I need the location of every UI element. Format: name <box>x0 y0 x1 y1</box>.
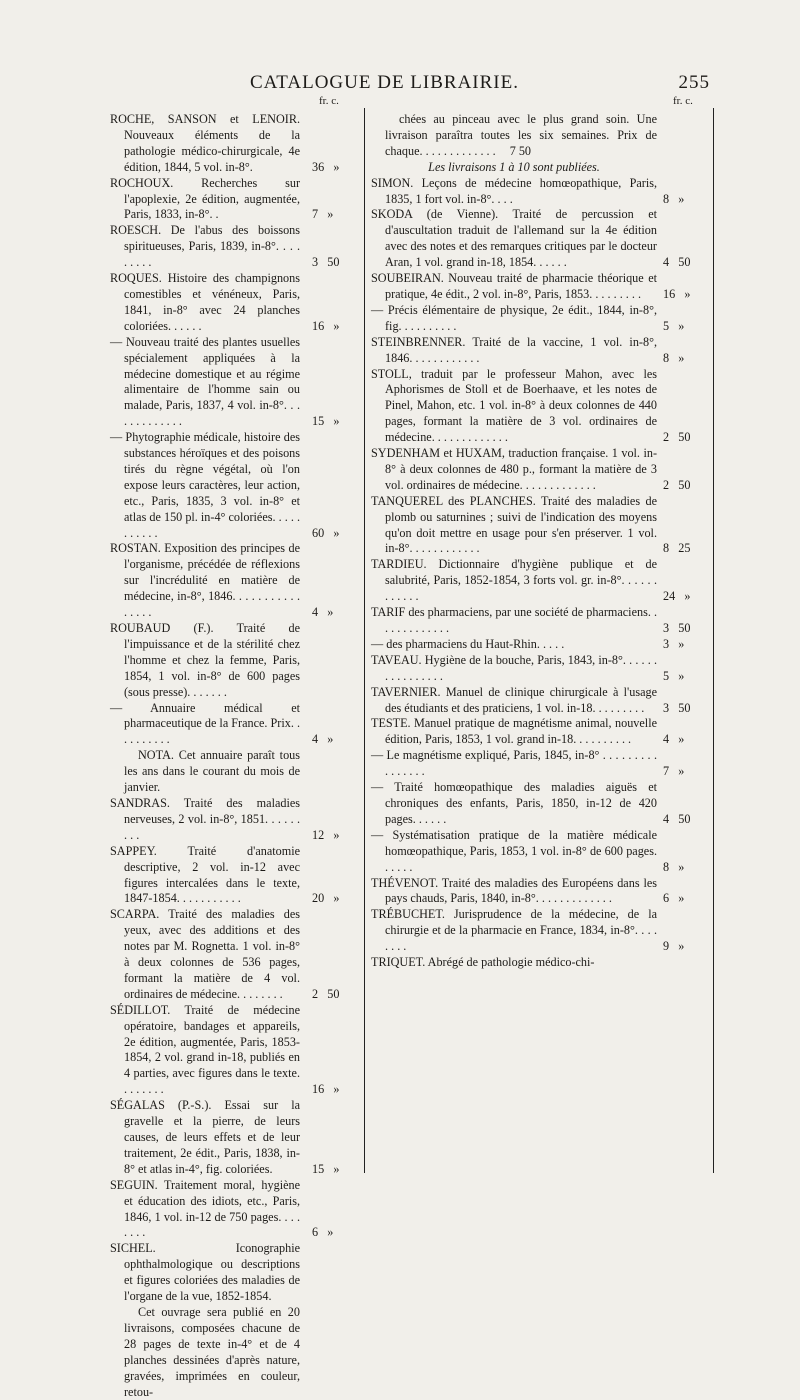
catalogue-entry <box>110 112 360 176</box>
entry-text: — Précis élémentaire de physique, 2e édit., 1844, in-8°, fig. . . . . . . . . . <box>371 302 657 333</box>
entry-price: 20 » <box>312 891 340 906</box>
catalogue-entry <box>110 621 360 701</box>
column-rule-left <box>364 108 365 1173</box>
entry-price: 6 » <box>663 891 685 906</box>
entry-price: 36 » <box>312 159 340 174</box>
catalogue-note <box>110 748 360 796</box>
entry-text: SÉDILLOT. Traité de médecine opératoire, bandages et appareils, 2e édition, augmentée, Paris, 1853-1854, 2 vol. grand in-18, publiés en 4 parties, avec figures dans le texte. . . . . . . . <box>110 1002 300 1097</box>
entry-price: 5 » <box>663 318 685 333</box>
entry-text: Les livraisons 1 à 10 sont publiées. <box>428 159 600 174</box>
entry-text: — des pharmaciens du Haut-Rhin. . . . . <box>371 636 565 651</box>
entry-price: 4 50 <box>663 811 691 826</box>
entry-price: 15 » <box>312 1161 340 1176</box>
entry-price: 60 » <box>312 525 340 540</box>
catalogue-note <box>371 160 709 176</box>
left-column <box>110 112 360 1400</box>
catalogue-entry <box>110 844 360 908</box>
catalogue-entry <box>110 796 360 844</box>
entry-price: 2 50 <box>312 986 340 1001</box>
catalogue-entry <box>110 1178 360 1242</box>
catalogue-entry <box>371 748 709 780</box>
entry-text: SIMON. Leçons de médecine homœopathique, Paris, 1835, 1 fort vol. in-8°. . . . <box>371 175 657 206</box>
catalogue-entry <box>110 223 360 271</box>
entry-price: 16 » <box>663 286 691 301</box>
entry-text: THÉVENOT. Traité des maladies des Européens dans les pays chauds, Paris, 1840, in-8°. . . . . . . . . . . . . <box>371 875 657 906</box>
entry-text: — Traité homœopathique des maladies aiguës et chroniques des enfants, Paris, 1850, in-12 de 420 pages. . . . . . <box>371 780 657 826</box>
entry-text: STOLL, traduit par le professeur Mahon, avec les Aphorismes de Stoll et de Boerhaave, et les notes de Pinel, Mahon, etc. 1 vol. in-8° à deux colonnes de 440 pages, formant la matière de 3 vol. ordinaires de médecine. . . . . . . . . . . . . <box>371 366 657 445</box>
catalogue-note <box>371 112 709 160</box>
catalogue-entry <box>371 605 709 637</box>
entry-price: 7 » <box>312 207 334 222</box>
entry-price: 4 » <box>312 732 334 747</box>
catalogue-entry <box>371 653 709 685</box>
entry-price: 8 » <box>663 191 685 206</box>
catalogue-entry <box>110 335 360 430</box>
entry-price: 7 » <box>663 764 685 779</box>
catalogue-entry <box>371 955 709 971</box>
running-title: CATALOGUE DE LIBRAIRIE. <box>250 72 519 93</box>
catalogue-entry <box>371 207 709 271</box>
catalogue-entry <box>371 716 709 748</box>
entry-price: 12 » <box>312 827 340 842</box>
entry-text: SÉGALAS (P.-S.). Essai sur la gravelle et la pierre, de leurs causes, de leurs effets et de leur traitement, 2e édit., Paris, 1838, in-8° et atlas in-4°, fig. coloriées. <box>110 1098 300 1176</box>
entry-text: SKODA (de Vienne). Traité de percussion et d'auscultation traduit de l'allemand sur la 4e édition avec des notes et des remarques critiques par le docteur Aran, 1 vol. grand in-18, 1854. . . . . . <box>371 207 657 270</box>
entry-text: TRIQUET. Abrégé de pathologie médico-chi- <box>371 955 595 970</box>
entry-text: NOTA. Cet annuaire paraît tous les ans dans le courant du mois de janvier. <box>124 748 300 795</box>
page-number: 255 <box>678 72 710 93</box>
catalogue-entry <box>110 271 360 335</box>
entry-price: 16 » <box>312 1082 340 1097</box>
catalogue-entry <box>110 176 360 224</box>
catalogue-entry <box>371 685 709 717</box>
catalogue-entry <box>371 303 709 335</box>
entry-text: TARIF des pharmaciens, par une société de pharmaciens. . . . . . . . . . . . . <box>371 605 657 635</box>
entry-text: SICHEL. Iconographie ophthalmologique ou descriptions et figures coloriées des maladies de l'organe de la vue, 1852-1854. <box>110 1241 300 1304</box>
entry-text: — Phytographie médicale, histoire des substances héroïques et des poisons tirés du règne végétal, où l'on expose leurs caractères, leur action, etc., Paris, 1835, 3 vol. in-8° et atlas de 150 pl. in-4° coloriées. . . . . . . . . . . <box>110 430 300 540</box>
entry-text: STEINBRENNER. Traité de la vaccine, 1 vol. in-8°, 1846. . . . . . . . . . . . <box>371 334 657 365</box>
entry-text: SYDENHAM et HUXAM, traduction française. 1 vol. in-8° à deux colonnes de 480 p., formant la matière de 3 vol. ordinaires de médecine. . . . . . . . . . . . . <box>371 446 657 492</box>
catalogue-entry <box>110 1098 360 1178</box>
entry-price: 15 » <box>312 414 340 429</box>
catalogue-entry <box>371 446 709 494</box>
entry-price: 24 » <box>663 589 691 604</box>
entry-text: ROCHOUX. Recherches sur l'apoplexie, 2e édition, augmentée, Paris, 1833, in-8°. . <box>110 175 300 222</box>
entry-text: Cet ouvrage sera publié en 20 livraisons, composées chacune de 28 pages de texte in-4° et de 4 planches dessinées d'après nature, gravées, imprimées en couleur, retou- <box>124 1304 300 1399</box>
entry-text: TAVEAU. Hygiène de la bouche, Paris, 1843, in-8°. . . . . . . . . . . . . . . . <box>371 652 657 683</box>
entry-text: ROQUES. Histoire des champignons comestibles et vénéneux, Paris, 1841, in-8° avec 24 planches coloriées. . . . . . <box>110 271 300 333</box>
entry-price: 8 25 <box>663 541 691 556</box>
right-column <box>371 112 709 971</box>
catalogue-entry <box>371 907 709 955</box>
catalogue-note <box>110 1305 360 1400</box>
entry-price: 9 » <box>663 939 685 954</box>
entry-text: ROUBAUD (F.). Traité de l'impuissance et de la stérilité chez l'homme et chez la femme, Paris, 1854, 1 vol. in-8° de 600 pages (sous presse). . . . . . . <box>110 621 300 699</box>
entry-text: SAPPEY. Traité d'anatomie descriptive, 2 vol. in-12 avec figures intercalées dans le texte, 1847-1854. . . . . . . . . . . <box>110 843 300 906</box>
entry-price: 8 » <box>663 350 685 365</box>
entry-text: TESTE. Manuel pratique de magnétisme animal, nouvelle édition, Paris, 1853, 1 vol. grand in-18. . . . . . . . . . <box>371 716 657 747</box>
entry-price: 3 50 <box>663 700 691 715</box>
catalogue-entry <box>371 557 709 605</box>
entry-text: SOUBEIRAN. Nouveau traité de pharmacie théorique et pratique, 4e édit., 2 vol. in-8°, Paris, 1853. . . . . . . . . <box>371 271 657 301</box>
catalogue-entry <box>371 876 709 908</box>
entry-text: ROESCH. De l'abus des boissons spiritueuses, Paris, 1839, in-8°. . . . . . . . . <box>110 223 300 270</box>
catalogue-entry <box>110 907 360 1002</box>
catalogue-entry <box>371 176 709 208</box>
entry-price: 4 » <box>312 605 334 620</box>
catalogue-entry <box>110 1003 360 1098</box>
currency-header-right: fr. c. <box>673 95 693 107</box>
entry-price: 2 50 <box>663 477 691 492</box>
entry-price: 3 50 <box>663 621 691 635</box>
entry-text: — Annuaire médical et pharmaceutique de la France. Prix. . . . . . . . . . <box>110 700 300 747</box>
entry-price: 8 » <box>663 859 685 874</box>
entry-price: 7 50 <box>509 143 532 158</box>
catalogue-entry <box>110 1241 360 1305</box>
entry-price: 3 » <box>663 636 685 651</box>
catalogue-entry <box>371 367 709 447</box>
entry-text: SANDRAS. Traité des maladies nerveuses, 2 vol. in-8°, 1851. . . . . . . . . <box>110 795 300 842</box>
page-header <box>110 72 710 98</box>
entry-price: 16 » <box>312 318 340 333</box>
entry-text: — Nouveau traité des plantes usuelles spécialement appliquées à la médecine domestique et au régime alimentaire de l'homme sain ou malade, Paris, 1837, 4 vol. in-8°. . . . . . . . . . . . . <box>110 334 300 429</box>
entry-text: chées au pinceau avec le plus grand soin. Une livraison paraîtra toutes les six semaines. Prix de chaque. . . . . . . . . . . . . <box>385 112 657 158</box>
entry-text: TANQUEREL des PLANCHES. Traité des maladies de plomb ou saturnines ; suivi de l'indication des moyens qu'on doit mettre en usage pour s'en préserver. 1 vol. in-8°. . . . . . . . . . . . <box>371 493 657 556</box>
entry-text: TRÉBUCHET. Jurisprudence de la médecine, de la chirurgie et de la pharmacie en France, 1834, in-8°. . . . . . . . <box>371 907 657 954</box>
catalogue-entry <box>371 494 709 558</box>
entry-price: 5 » <box>663 668 685 683</box>
catalogue-entry <box>371 828 709 876</box>
entry-text: ROSTAN. Exposition des principes de l'organisme, précédée de réflexions sur l'incrédulité en matière de médecine, in-8°, 1846. . . . . . . . . . . . . . . . <box>110 541 300 620</box>
entry-text: — Systématisation pratique de la matière médicale homœopathique, Paris, 1853, 1 vol. in-8° de 600 pages. . . . . . <box>371 827 657 874</box>
entry-price: 2 50 <box>663 430 691 445</box>
entry-text: — Le magnétisme expliqué, Paris, 1845, in-8° . . . . . . . . . . . . . . . . <box>371 748 657 779</box>
catalogue-entry <box>371 271 709 303</box>
catalogue-entry <box>371 637 709 653</box>
entry-price: 6 » <box>312 1225 334 1240</box>
currency-header-left: fr. c. <box>319 95 339 107</box>
catalogue-entry <box>110 541 360 621</box>
entry-price: 4 50 <box>663 255 691 270</box>
catalogue-entry <box>371 335 709 367</box>
entry-text: TAVERNIER. Manuel de clinique chirurgicale à l'usage des étudiants et des praticiens, 1 vol. in-18. . . . . . . . . <box>371 684 657 715</box>
entry-text: ROCHE, SANSON et LENOIR. Nouveaux éléments de la pathologie médico-chirurgicale, 4e édition, 1844, 5 vol. in-8°. <box>110 112 300 174</box>
catalogue-entry <box>371 780 709 828</box>
entry-text: TARDIEU. Dictionnaire d'hygiène publique et de salubrité, Paris, 1852-1854, 3 forts vol. gr. in-8°. . . . . . . . . . . . <box>371 557 657 604</box>
entry-text: SEGUIN. Traitement moral, hygiène et éducation des idiots, etc., Paris, 1846, 1 vol. in-12 de 750 pages. . . . . . . . <box>110 1177 300 1240</box>
catalogue-entry <box>110 701 360 749</box>
entry-text: SCARPA. Traité des maladies des yeux, avec des additions et des notes par M. Rognetta. 1 vol. in-8° à deux colonnes de 536 pages, formant la matière de 4 vol. ordinaires de médecine. . . . . . . . <box>110 907 300 1001</box>
column-rule-right <box>713 108 714 1173</box>
entry-price: 4 » <box>663 732 685 747</box>
entry-price: 3 50 <box>312 255 340 270</box>
catalogue-entry <box>110 430 360 541</box>
